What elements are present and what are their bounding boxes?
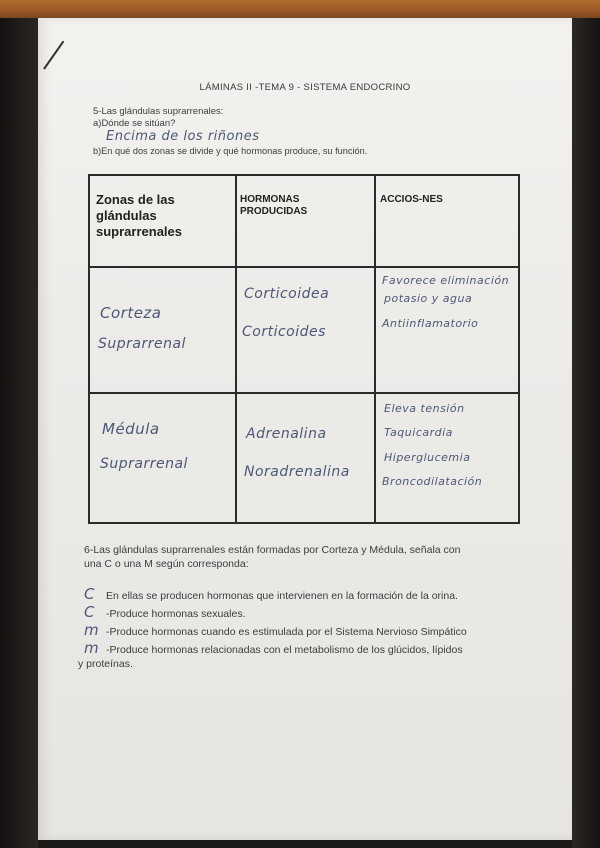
- row2-hormone1: Adrenalina: [246, 426, 327, 442]
- row2-zone-line2: Suprarrenal: [100, 456, 188, 472]
- page-title: LÁMINAS II -TEMA 9 - SISTEMA ENDOCRINO: [199, 82, 411, 93]
- q5a-prompt: a)Dónde se sitúan?: [93, 118, 176, 129]
- q6-option-1-text: En ellas se producen hormonas que intervienen en la formación de la orina.: [106, 590, 458, 602]
- q6-option-3: [84, 621, 467, 639]
- row1-zone-line2: Suprarrenal: [98, 336, 186, 352]
- q5b-prompt: b)En qué dos zonas se divide y qué hormonas produce, su función.: [93, 146, 368, 156]
- row1-hormone2: Corticoides: [242, 324, 326, 340]
- row2-zone-line1: Médula: [102, 420, 160, 438]
- q6-line2: una C o una M según corresponda:: [84, 558, 249, 570]
- header-zonas: Zonas de las glándulas suprarrenales: [96, 192, 182, 239]
- q6-option-2: [84, 603, 246, 621]
- q6-option-4-mark: m: [84, 639, 99, 657]
- q6-option-1: [84, 585, 458, 603]
- hormones-table: [88, 174, 520, 524]
- row1-zone-line1: Corteza: [100, 304, 162, 322]
- worksheet-page: [38, 18, 572, 840]
- row2-action4: Broncodilatación: [382, 475, 483, 488]
- left-background: [0, 18, 38, 848]
- q6-option-4: [84, 639, 463, 657]
- q6-option-2-mark: C: [84, 603, 95, 621]
- row1-action3: Antiinflamatorio: [382, 317, 479, 330]
- row1-action2: potasio y agua: [384, 292, 473, 305]
- q6-option-2-text: -Produce hormonas sexuales.: [106, 608, 246, 620]
- header-acciones: ACCIOS-NES: [380, 194, 443, 205]
- q6-option-1-mark: C: [84, 585, 95, 603]
- q6-option-3-mark: m: [84, 621, 99, 639]
- row2-action2: Taquicardia: [384, 426, 453, 439]
- row2-action1: Eleva tensión: [384, 402, 465, 415]
- pen-stroke-mark: [43, 41, 64, 70]
- q6-continuation: y proteínas.: [78, 658, 133, 670]
- row1-hormone1: Corticoidea: [244, 286, 330, 302]
- row2-action3: Hiperglucemia: [384, 451, 471, 464]
- q6-line1: 6-Las glándulas suprarrenales están formadas por Corteza y Médula, señala con: [84, 544, 461, 556]
- q6-option-4-text: -Produce hormonas relacionadas con el metabolismo de los glúcidos, lípidos: [106, 644, 463, 656]
- q5-heading: 5-Las glándulas suprarrenales:: [93, 106, 224, 117]
- q6-option-3-text: -Produce hormonas cuando es estimulada por el Sistema Nervioso Simpático: [106, 626, 467, 638]
- header-hormonas: HORMONAS PRODUCIDAS: [240, 194, 308, 217]
- row1-action1: Favorece eliminación: [382, 274, 510, 287]
- desk-wood-edge: [0, 0, 600, 18]
- q5a-handwritten-answer: Encima de los riñones: [106, 129, 260, 144]
- row2-hormone2: Noradrenalina: [244, 464, 350, 480]
- right-background: [572, 18, 600, 848]
